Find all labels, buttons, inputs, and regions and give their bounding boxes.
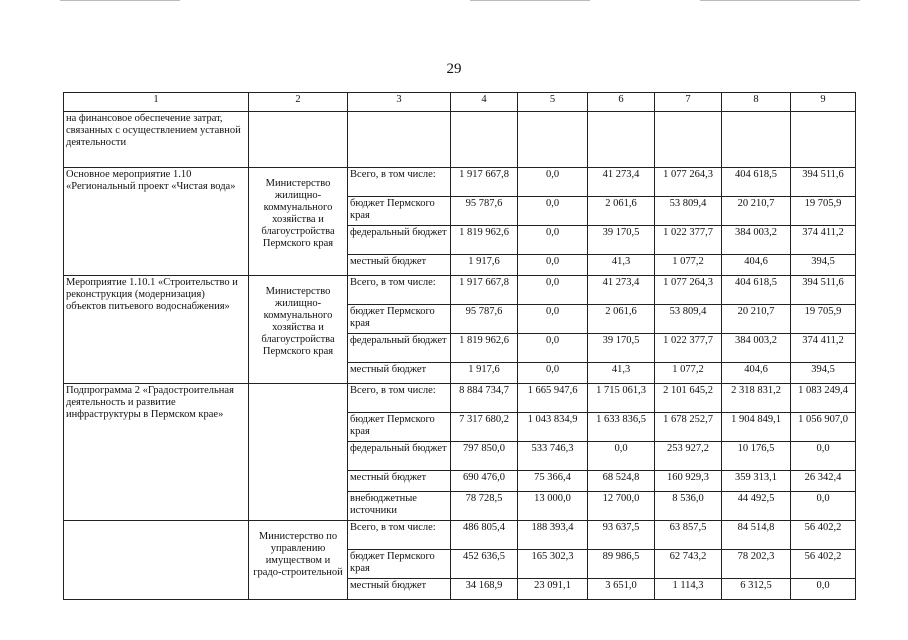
amount-cell: 1 665 947,6	[518, 384, 588, 413]
amount-cell: 452 636,5	[451, 550, 518, 579]
amount-cell: 1 043 834,9	[518, 413, 588, 442]
amount-cell: 797 850,0	[451, 442, 518, 471]
amount-cell: 19 705,9	[791, 305, 856, 334]
measure-name-cell: Подпрограмма 2 «Градостроительная деятельность и развитие инфраструктуры в Пермском крае»	[64, 384, 249, 521]
funding-source-cell: Всего, в том числе:	[348, 168, 451, 197]
amount-cell: 84 514,8	[722, 521, 791, 550]
scan-edge-line	[470, 0, 590, 1]
amount-cell: 1 022 377,7	[655, 226, 722, 255]
scan-edge-line	[60, 0, 180, 1]
amount-cell: 394,5	[791, 363, 856, 384]
amount-cell: 10 176,5	[722, 442, 791, 471]
table-row	[64, 384, 856, 413]
amount-cell: 3 651,0	[588, 579, 655, 600]
funding-source-cell: местный бюджет	[348, 255, 451, 276]
header-cell: 9	[791, 93, 856, 112]
empty-cell	[722, 112, 791, 168]
financing-table	[63, 92, 856, 600]
scan-edge-line	[700, 0, 860, 1]
amount-cell: 0,0	[518, 255, 588, 276]
header-cell: 5	[518, 93, 588, 112]
funding-source-cell: федеральный бюджет	[348, 226, 451, 255]
funding-source-cell: Всего, в том числе:	[348, 521, 451, 550]
amount-cell: 20 210,7	[722, 197, 791, 226]
amount-cell: 394,5	[791, 255, 856, 276]
amount-cell: 188 393,4	[518, 521, 588, 550]
amount-cell: 20 210,7	[722, 305, 791, 334]
measure-name-cell: Мероприятие 1.10.1 «Строительство и реконструкция (модернизация) объектов питьевого водоснабжения»	[64, 276, 249, 384]
amount-cell: 1 715 061,3	[588, 384, 655, 413]
amount-cell: 26 342,4	[791, 471, 856, 492]
amount-cell: 1 077,2	[655, 255, 722, 276]
amount-cell: 533 746,3	[518, 442, 588, 471]
amount-cell: 0,0	[518, 197, 588, 226]
header-cell: 4	[451, 93, 518, 112]
amount-cell: 89 986,5	[588, 550, 655, 579]
amount-cell: 41,3	[588, 255, 655, 276]
amount-cell: 1 056 907,0	[791, 413, 856, 442]
header-cell: 3	[348, 93, 451, 112]
empty-cell	[588, 112, 655, 168]
amount-cell: 0,0	[791, 492, 856, 521]
empty-cell	[791, 112, 856, 168]
amount-cell: 7 317 680,2	[451, 413, 518, 442]
funding-source-cell: внебюджетные источники	[348, 492, 451, 521]
amount-cell: 39 170,5	[588, 334, 655, 363]
amount-cell: 0,0	[518, 334, 588, 363]
amount-cell: 78 728,5	[451, 492, 518, 521]
amount-cell: 13 000,0	[518, 492, 588, 521]
amount-cell: 0,0	[518, 168, 588, 197]
amount-cell: 19 705,9	[791, 197, 856, 226]
header-cell: 8	[722, 93, 791, 112]
amount-cell: 394 511,6	[791, 168, 856, 197]
amount-cell: 2 101 645,2	[655, 384, 722, 413]
empty-cell	[655, 112, 722, 168]
amount-cell: 53 809,4	[655, 305, 722, 334]
amount-cell: 41,3	[588, 363, 655, 384]
funding-source-cell: бюджет Пермского края	[348, 550, 451, 579]
amount-cell: 1 077,2	[655, 363, 722, 384]
amount-cell: 1 819 962,6	[451, 226, 518, 255]
amount-cell: 95 787,6	[451, 197, 518, 226]
amount-cell: 404 618,5	[722, 168, 791, 197]
executor-cell: Министерство жилищно-коммунального хозяйства и благоустройства Пермского края	[249, 276, 348, 384]
amount-cell: 404 618,5	[722, 276, 791, 305]
amount-cell: 1 077 264,3	[655, 168, 722, 197]
amount-cell: 41 273,4	[588, 276, 655, 305]
funding-source-cell: Всего, в том числе:	[348, 384, 451, 413]
amount-cell: 0,0	[518, 226, 588, 255]
header-cell: 2	[249, 93, 348, 112]
header-cell: 7	[655, 93, 722, 112]
funding-source-cell: федеральный бюджет	[348, 442, 451, 471]
amount-cell: 1 077 264,3	[655, 276, 722, 305]
amount-cell: 39 170,5	[588, 226, 655, 255]
amount-cell: 165 302,3	[518, 550, 588, 579]
executor-cell: Министерство по управлению имуществом и градо-строительной	[249, 521, 348, 600]
page-number: 29	[446, 61, 462, 77]
amount-cell: 8 536,0	[655, 492, 722, 521]
amount-cell: 384 003,2	[722, 334, 791, 363]
amount-cell: 359 313,1	[722, 471, 791, 492]
amount-cell: 374 411,2	[791, 226, 856, 255]
measure-name-cell: Основное мероприятие 1.10 «Региональный проект «Чистая вода»	[64, 168, 249, 276]
amount-cell: 253 927,2	[655, 442, 722, 471]
amount-cell: 0,0	[791, 579, 856, 600]
amount-cell: 68 524,8	[588, 471, 655, 492]
amount-cell: 12 700,0	[588, 492, 655, 521]
amount-cell: 0,0	[518, 276, 588, 305]
amount-cell: 1 917 667,8	[451, 168, 518, 197]
amount-cell: 41 273,4	[588, 168, 655, 197]
funding-source-cell: местный бюджет	[348, 579, 451, 600]
amount-cell: 78 202,3	[722, 550, 791, 579]
empty-cell	[518, 112, 588, 168]
amount-cell: 374 411,2	[791, 334, 856, 363]
amount-cell: 0,0	[518, 363, 588, 384]
amount-cell: 1 917,6	[451, 363, 518, 384]
amount-cell: 1 819 962,6	[451, 334, 518, 363]
amount-cell: 23 091,1	[518, 579, 588, 600]
amount-cell: 1 114,3	[655, 579, 722, 600]
funding-source-cell: бюджет Пермского края	[348, 305, 451, 334]
funding-source-cell: местный бюджет	[348, 363, 451, 384]
empty-cell	[348, 112, 451, 168]
executor-cell	[249, 384, 348, 521]
amount-cell: 1 678 252,7	[655, 413, 722, 442]
amount-cell: 384 003,2	[722, 226, 791, 255]
funding-source-cell: бюджет Пермского края	[348, 197, 451, 226]
amount-cell: 486 805,4	[451, 521, 518, 550]
amount-cell: 1 904 849,1	[722, 413, 791, 442]
amount-cell: 404,6	[722, 363, 791, 384]
empty-cell	[249, 112, 348, 168]
funding-source-cell: бюджет Пермского края	[348, 413, 451, 442]
amount-cell: 53 809,4	[655, 197, 722, 226]
amount-cell: 0,0	[518, 305, 588, 334]
amount-cell: 1 917 667,8	[451, 276, 518, 305]
amount-cell: 8 884 734,7	[451, 384, 518, 413]
amount-cell: 0,0	[791, 442, 856, 471]
amount-cell: 62 743,2	[655, 550, 722, 579]
amount-cell: 93 637,5	[588, 521, 655, 550]
amount-cell: 1 633 836,5	[588, 413, 655, 442]
funding-source-cell: Всего, в том числе:	[348, 276, 451, 305]
measure-name-cell	[64, 521, 249, 600]
header-cell: 1	[64, 93, 249, 112]
amount-cell: 1 083 249,4	[791, 384, 856, 413]
header-cell: 6	[588, 93, 655, 112]
amount-cell: 44 492,5	[722, 492, 791, 521]
amount-cell: 690 476,0	[451, 471, 518, 492]
funding-source-cell: федеральный бюджет	[348, 334, 451, 363]
amount-cell: 404,6	[722, 255, 791, 276]
amount-cell: 63 857,5	[655, 521, 722, 550]
amount-cell: 95 787,6	[451, 305, 518, 334]
amount-cell: 75 366,4	[518, 471, 588, 492]
amount-cell: 56 402,2	[791, 521, 856, 550]
header-row	[64, 93, 856, 112]
empty-cell	[451, 112, 518, 168]
amount-cell: 2 318 831,2	[722, 384, 791, 413]
amount-cell: 56 402,2	[791, 550, 856, 579]
amount-cell: 2 061,6	[588, 197, 655, 226]
table-row	[64, 168, 856, 197]
amount-cell: 160 929,3	[655, 471, 722, 492]
amount-cell: 1 022 377,7	[655, 334, 722, 363]
amount-cell: 2 061,6	[588, 305, 655, 334]
amount-cell: 1 917,6	[451, 255, 518, 276]
intro-row	[64, 112, 856, 168]
amount-cell: 0,0	[588, 442, 655, 471]
amount-cell: 394 511,6	[791, 276, 856, 305]
amount-cell: 34 168,9	[451, 579, 518, 600]
program-name-cell: на финансовое обеспечение затрат, связанных с осуществлением уставной деятельности	[64, 112, 249, 168]
table-row	[64, 276, 856, 305]
executor-cell: Министерство жилищно-коммунального хозяйства и благоустройства Пермского края	[249, 168, 348, 276]
funding-source-cell: местный бюджет	[348, 471, 451, 492]
amount-cell: 6 312,5	[722, 579, 791, 600]
table-row	[64, 521, 856, 550]
